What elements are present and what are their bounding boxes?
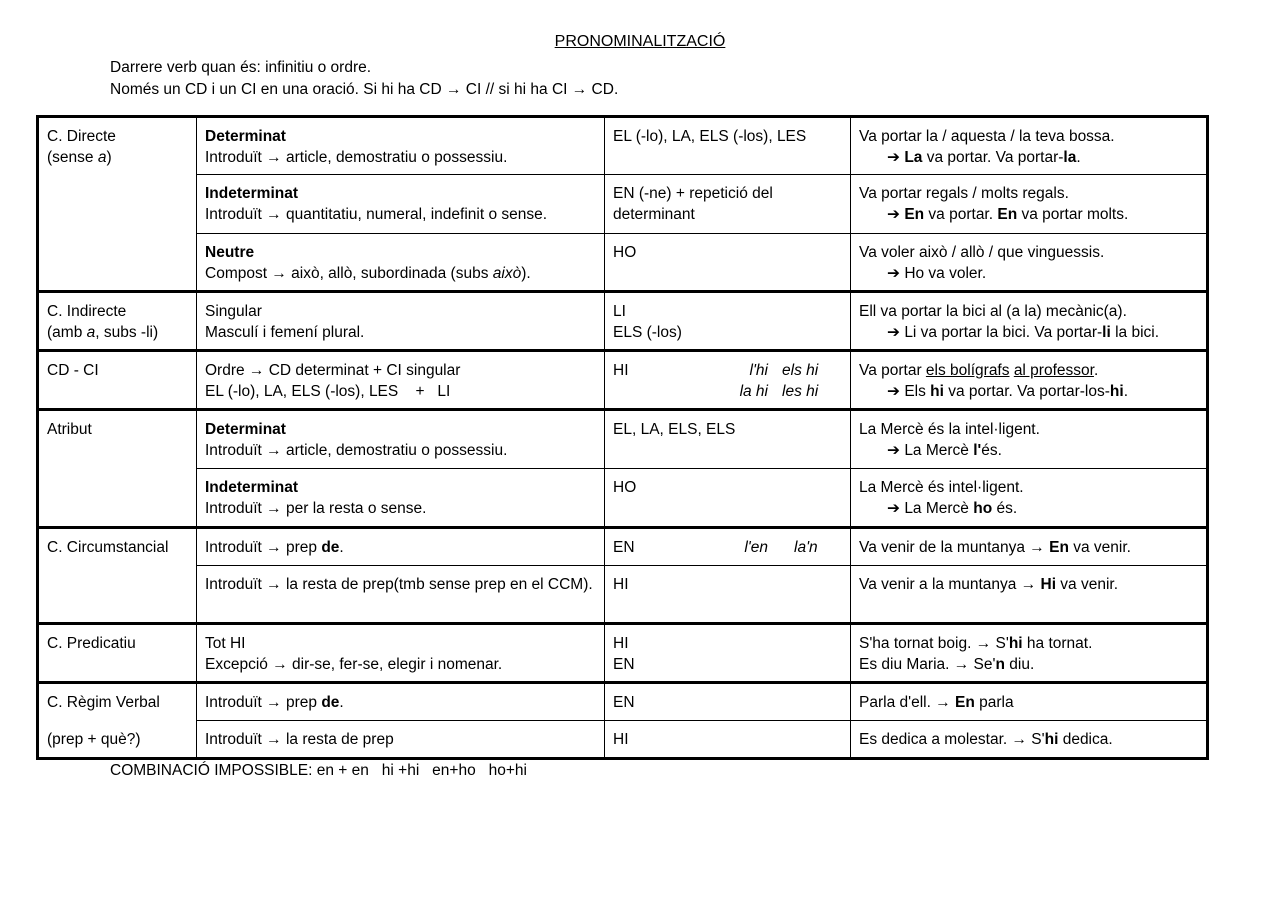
pronoun-table [36, 115, 1209, 760]
text: Li va portar la bici. Va portar- [904, 323, 1103, 341]
example-line: La Mercè és la intel·ligent. [859, 421, 1040, 438]
type-title: Neutre [205, 244, 255, 261]
category-cp: C. Predicatiu [38, 624, 197, 683]
text: Va venir de la muntanya → [859, 539, 1050, 556]
text: la [1063, 148, 1077, 166]
text: Va venir a la muntanya → [859, 576, 1041, 593]
text: diu. [1004, 655, 1035, 673]
text: S'ha tornat boig. → S' [859, 635, 1009, 652]
pronoun: HI [613, 635, 629, 652]
text: va portar. Va portar-los- [943, 382, 1110, 400]
category-label: C. Directe [47, 128, 116, 145]
text: de [321, 694, 340, 711]
table-row [38, 683, 1208, 721]
pronoun-cell: HI [605, 721, 851, 759]
pronoun-cell: HI [605, 566, 851, 624]
pronoun-line [613, 361, 842, 382]
text: Els [904, 382, 931, 400]
text: . [339, 539, 344, 556]
example-line: Va voler això / allò / que vinguessis. [859, 244, 1105, 261]
table-row [38, 351, 1208, 410]
pronoun-cell [605, 528, 851, 566]
pronoun-combo: la'n [794, 539, 818, 556]
type-desc: Excepció → dir-se, fer-se, elegir i nomenar. [205, 655, 503, 673]
text: Compost → això, allò, subordinada (subs [205, 264, 493, 282]
text: En [955, 694, 975, 711]
text: (amb [47, 323, 87, 341]
arrow-icon: ➔ [887, 148, 900, 166]
category-sublabel [47, 323, 188, 344]
type-cell: Introduït → la resta de prep [197, 721, 605, 759]
table-row [38, 469, 1208, 528]
example-cell [851, 721, 1208, 759]
pronoun-cell: HO [605, 469, 851, 528]
text: Introduït → prep [205, 539, 322, 556]
text: ) [106, 148, 112, 166]
text: (sense [47, 148, 98, 166]
category-label: C. Indirecte [47, 303, 127, 320]
example-line: Va portar regals / molts regals. [859, 185, 1069, 202]
text: hi [1008, 635, 1023, 652]
type-desc: EL (-lo), LA, ELS (-los), LES + LI [205, 382, 451, 400]
example-cell [851, 469, 1208, 528]
text: va portar. [924, 205, 998, 223]
type-desc: Introduït → article, demostratiu o possessiu. [205, 148, 508, 166]
table-row [38, 721, 1208, 759]
pronoun-combo: l'hi [749, 362, 768, 379]
pronoun: EN [613, 539, 635, 556]
text: Va portar [859, 362, 926, 379]
text: n [995, 655, 1005, 673]
text: En [904, 205, 925, 223]
example-line [859, 499, 1198, 520]
category-sublabel [47, 148, 188, 169]
example-cell [851, 351, 1208, 410]
text: la bici. [1110, 323, 1160, 341]
type-cell [197, 175, 605, 234]
example-cell [851, 410, 1208, 469]
type-cell [197, 528, 605, 566]
type-cell [197, 410, 605, 469]
arrow-icon: ➔ [887, 323, 900, 341]
text: a [86, 323, 96, 341]
text: La Mercè [904, 441, 974, 459]
pronoun: EN [613, 655, 635, 673]
text: . [339, 694, 344, 711]
pronoun: ELS (-los) [613, 323, 682, 341]
type-desc: Tot HI [205, 635, 246, 652]
text: ho [973, 499, 993, 517]
pronoun-line [613, 382, 842, 403]
text: l' [973, 441, 982, 459]
pronoun-combo: les hi [782, 382, 819, 400]
pronoun-cell: EL (-lo), LA, ELS (-los), LES [605, 117, 851, 175]
pronoun-combo: l'en [744, 539, 768, 556]
arrow-icon: ➔ [887, 382, 900, 400]
text: La [904, 148, 923, 166]
text: això [492, 264, 522, 282]
arrow-icon: ➔ [887, 499, 900, 517]
text: hi [1044, 731, 1059, 748]
type-cell: Introduït → la resta de prep(tmb sense prep en el CCM). [197, 566, 605, 624]
text: va portar molts. [1017, 205, 1129, 223]
example-line [859, 382, 1198, 403]
text: li [1102, 323, 1111, 341]
intro-line-1: Darrere verb quan és: infinitiu o ordre. [110, 59, 372, 76]
table-row [38, 624, 1208, 683]
text: . [1076, 148, 1081, 166]
pronoun: LI [613, 303, 626, 320]
text: Hi [1040, 576, 1056, 593]
table-row [38, 175, 1208, 234]
text: Parla d'ell. → [859, 694, 955, 711]
table-row [38, 234, 1208, 292]
type-title: Indeterminat [205, 185, 299, 202]
type-desc: Ordre → CD determinat + CI singular [205, 362, 461, 379]
example-cell [851, 292, 1208, 351]
spacer [613, 382, 708, 403]
text: és. [992, 499, 1018, 517]
example-cell [851, 175, 1208, 234]
text: En [1049, 539, 1069, 556]
text: va venir. [1068, 539, 1131, 556]
table-row [38, 292, 1208, 351]
example-line [859, 361, 1198, 382]
text: hi [1109, 382, 1124, 400]
pronoun-cell: HO [605, 234, 851, 292]
text: a [97, 148, 107, 166]
example-line [859, 634, 1198, 655]
text: els bolígrafs [925, 362, 1010, 379]
type-title: Determinat [205, 421, 286, 438]
footer-note: COMBINACIÓ IMPOSSIBLE: en + en hi +hi en+ho ho+hi [110, 762, 527, 779]
example-line: Va portar la / aquesta / la teva bossa. [859, 128, 1115, 145]
type-desc: Introduït → quantitatiu, numeral, indefinit o sense. [205, 205, 548, 223]
example-line: La Mercè és intel·ligent. [859, 479, 1024, 496]
type-cell [197, 469, 605, 528]
type-title: Determinat [205, 128, 286, 145]
text: Es dedica a molestar. → S' [859, 731, 1045, 748]
example-line [859, 655, 1198, 676]
arrow-icon: ➔ [887, 205, 900, 223]
text: al professor [1013, 362, 1094, 379]
type-cell [197, 292, 605, 351]
pronoun-combo: els hi [782, 362, 819, 379]
example-line [859, 148, 1198, 169]
table-row [38, 528, 1208, 566]
example-line [859, 205, 1198, 226]
arrow-icon: ➔ [887, 264, 900, 282]
category-atr: Atribut [38, 410, 197, 528]
text: hi [930, 382, 944, 400]
example-cell [851, 624, 1208, 683]
category-cdci: CD - CI [38, 351, 197, 410]
example-line: Ell va portar la bici al (a la) mecànic(a). [859, 303, 1127, 320]
example-cell [851, 566, 1208, 624]
text: En [997, 205, 1018, 223]
example-cell [851, 528, 1208, 566]
pronoun-cell: EL, LA, ELS, ELS [605, 410, 851, 469]
category-crv: C. Règim Verbal [38, 683, 197, 721]
example-cell [851, 117, 1208, 175]
type-cell [197, 683, 605, 721]
table-row [38, 117, 1208, 175]
page-title: PRONOMINALITZACIÓ [554, 33, 726, 50]
pronoun-cell [605, 351, 851, 410]
text: Introduït → prep [205, 694, 322, 711]
text: Ho va voler. [904, 264, 987, 282]
text: de [321, 539, 340, 556]
example-cell [851, 234, 1208, 292]
category-crv-sub: (prep + què?) [38, 721, 197, 759]
arrow-icon: ➔ [887, 441, 900, 459]
text: La Mercè [904, 499, 974, 517]
example-cell [851, 683, 1208, 721]
type-cell [197, 351, 605, 410]
pronoun: HI [613, 362, 629, 379]
type-cell [197, 624, 605, 683]
type-desc [205, 264, 596, 285]
pronoun-line [613, 538, 842, 559]
type-desc: Introduït → per la resta o sense. [205, 499, 427, 517]
text: ha tornat. [1022, 635, 1093, 652]
type-cell [197, 117, 605, 175]
text: dedica. [1058, 731, 1113, 748]
pronoun-cell: EN [605, 683, 851, 721]
pronoun-cell: EN (-ne) + repetició del determinant [605, 175, 851, 234]
example-line [859, 441, 1198, 462]
intro-line-2: Només un CD i un CI en una oració. Si hi ha CD → CI // si hi ha CI → CD. [110, 81, 619, 98]
category-ci [38, 292, 197, 351]
type-desc: Singular [205, 303, 262, 320]
text: ). [521, 264, 531, 282]
type-title: Indeterminat [205, 479, 299, 496]
text: . [1093, 362, 1099, 379]
pronoun-combo: la hi [739, 382, 768, 400]
text: va venir. [1056, 576, 1119, 593]
category-cd [38, 117, 197, 292]
text: Es diu Maria. → Se' [859, 655, 996, 673]
text: és. [981, 441, 1002, 459]
text: parla [974, 694, 1014, 711]
example-line [859, 264, 1198, 285]
type-cell [197, 234, 605, 292]
category-cc: C. Circumstancial [38, 528, 197, 624]
type-desc: Introduït → article, demostratiu o possessiu. [205, 441, 508, 459]
pronoun-cell [605, 292, 851, 351]
example-line [859, 323, 1198, 344]
pronoun-cell [605, 624, 851, 683]
table-row [38, 566, 1208, 624]
table-row [38, 410, 1208, 469]
type-desc: Masculí i femení plural. [205, 323, 365, 341]
text: . [1123, 382, 1129, 400]
text: va portar. Va portar- [922, 148, 1064, 166]
text: , subs -li) [95, 323, 159, 341]
